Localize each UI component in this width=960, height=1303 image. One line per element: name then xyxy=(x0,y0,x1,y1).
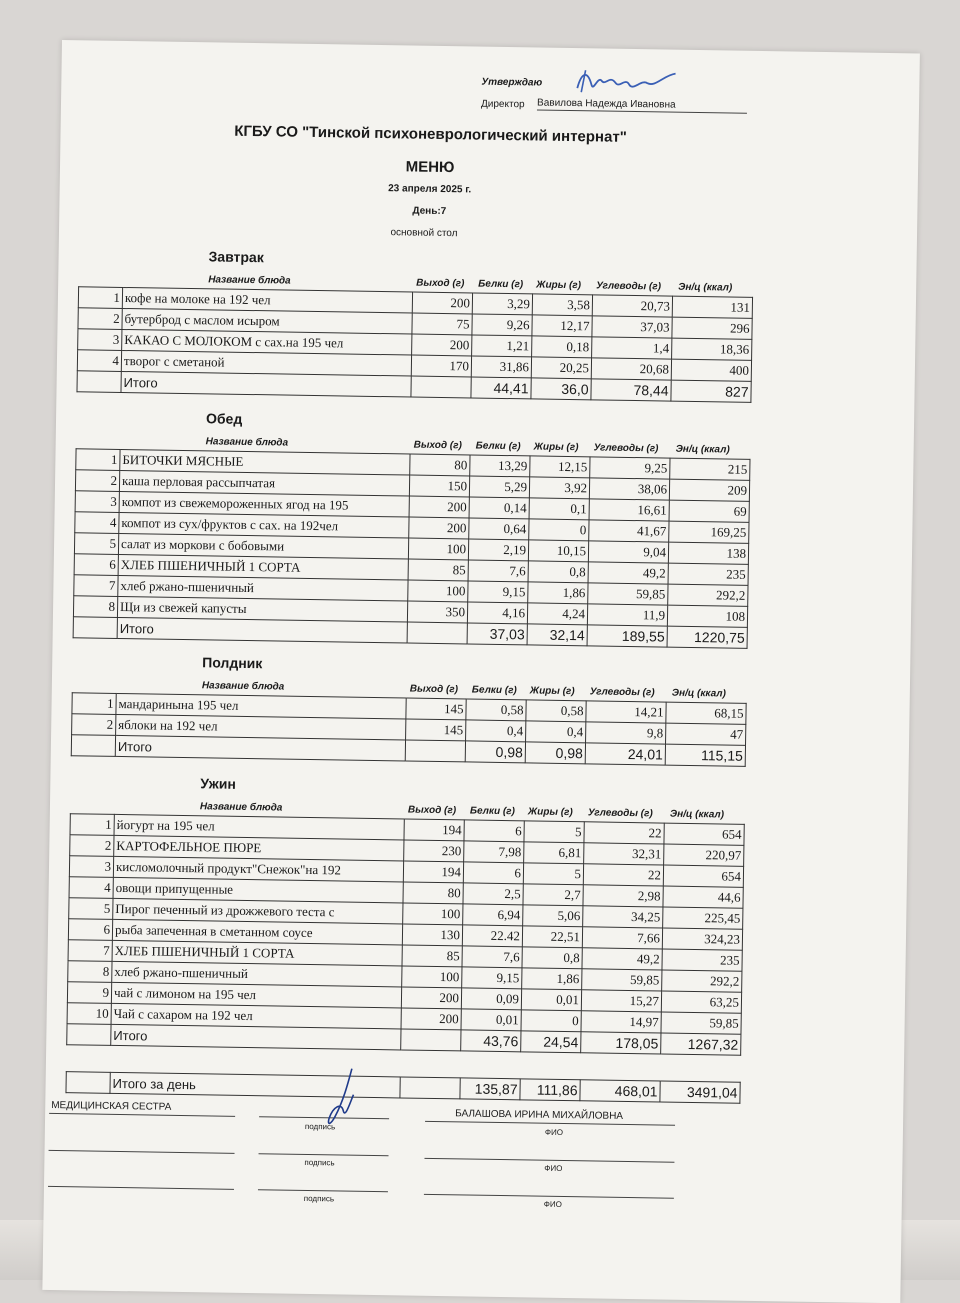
cell-fat: 5 xyxy=(524,821,584,843)
total-empty-cell xyxy=(71,735,115,757)
row-number: 4 xyxy=(75,512,119,534)
row-number: 5 xyxy=(74,533,118,555)
dish-name: каша перловая рассыпчатая xyxy=(119,470,409,496)
dish-name: компот из сух/фруктов с сах. на 192чел xyxy=(119,512,409,538)
total-empty-output xyxy=(407,622,467,644)
column-header-energy: Эн/ц (ккал) xyxy=(678,281,733,294)
row-number: 8 xyxy=(68,961,112,983)
cell-energy: 68,15 xyxy=(666,702,746,724)
column-header-output: Выход (г) xyxy=(416,277,465,290)
cell-fat: 5,06 xyxy=(523,905,583,927)
cell-carbs: 7,66 xyxy=(582,927,662,949)
cell-fat: 0,8 xyxy=(522,947,582,969)
dish-name: рыба запеченная в сметанном соусе xyxy=(112,919,402,945)
total-empty-output xyxy=(401,1029,461,1051)
cell-carbs: 2,98 xyxy=(583,885,663,907)
cell-protein: 4,16 xyxy=(467,602,527,624)
cell-fat: 1,86 xyxy=(528,582,588,604)
cell-energy: 131 xyxy=(672,296,752,318)
cell-fat: 10,15 xyxy=(528,540,588,562)
cell-output: 100 xyxy=(408,580,468,602)
director-signature xyxy=(571,64,682,102)
cell-output: 350 xyxy=(407,601,467,623)
cell-fat: 2,7 xyxy=(523,884,583,906)
approve-label: Утверждаю xyxy=(481,76,543,89)
cell-energy: 296 xyxy=(672,317,752,339)
cell-carbs: 38,06 xyxy=(589,478,669,500)
total-empty-output xyxy=(405,740,465,762)
cell-output: 230 xyxy=(404,840,464,862)
dish-name: Щи из свежей капусты xyxy=(117,596,407,622)
cell-carbs: 59,85 xyxy=(582,969,662,991)
menu-document xyxy=(42,40,920,1303)
cell-carbs: 34,25 xyxy=(583,906,663,928)
signature-caption: подпись xyxy=(304,1121,336,1132)
menu-table xyxy=(71,692,747,767)
dish-name: КАКАО С МОЛОКОМ с сах.на 195 чел xyxy=(122,329,412,355)
column-header-protein: Белки (г) xyxy=(478,278,524,291)
cell-fat: 12,15 xyxy=(530,456,590,478)
total-protein: 37,03 xyxy=(467,623,527,645)
name-line-2 xyxy=(424,1158,674,1163)
row-number: 2 xyxy=(70,835,114,857)
total-carbs: 178,05 xyxy=(581,1032,661,1054)
row-number: 9 xyxy=(67,982,111,1004)
cell-carbs: 14,21 xyxy=(586,701,666,723)
cell-protein: 6,94 xyxy=(463,904,523,926)
cell-fat: 6,81 xyxy=(524,842,584,864)
column-header-name: Название блюда xyxy=(205,436,289,449)
dish-name: кофе на молоке на 192 чел xyxy=(122,287,412,313)
cell-fat: 0 xyxy=(521,1010,581,1032)
cell-carbs: 1,4 xyxy=(592,337,672,359)
section-title: Ужин xyxy=(200,775,236,792)
cell-output: 200 xyxy=(401,987,461,1009)
row-number: 4 xyxy=(77,350,121,372)
cell-fat: 0,8 xyxy=(528,561,588,583)
dish-name: яблоки на 192 чел xyxy=(116,714,406,740)
cell-output: 200 xyxy=(412,334,472,356)
cell-protein: 6 xyxy=(463,862,523,884)
cell-carbs: 22 xyxy=(583,864,663,886)
cell-energy: 654 xyxy=(663,865,743,887)
cell-output: 100 xyxy=(402,966,462,988)
role-line-2 xyxy=(49,1150,235,1154)
cell-energy: 209 xyxy=(669,479,749,501)
column-header-name: Название блюда xyxy=(199,801,283,814)
column-header-name: Название блюда xyxy=(208,274,291,287)
total-protein: 0,98 xyxy=(465,741,525,763)
role-line-3 xyxy=(48,1186,234,1190)
cell-carbs: 9,25 xyxy=(590,457,670,479)
section-title: Обед xyxy=(205,410,243,427)
column-header-carbs: Углеводы (г) xyxy=(587,807,653,820)
cell-carbs: 20,68 xyxy=(591,358,671,380)
signature-line-2 xyxy=(259,1153,389,1156)
total-label: Итого xyxy=(111,1024,401,1050)
day-total-fat: 111,86 xyxy=(520,1079,580,1101)
cell-energy: 400 xyxy=(671,359,751,381)
name-line-1 xyxy=(425,1121,675,1126)
column-header-fat: Жиры (г) xyxy=(533,441,579,454)
cell-fat: 3,58 xyxy=(532,294,592,316)
total-label: Итого xyxy=(117,617,407,643)
day-total-row xyxy=(66,1072,740,1104)
cell-output: 200 xyxy=(409,517,469,539)
director-name: Вавилова Надежда Ивановна xyxy=(537,97,747,113)
cell-protein: 2,5 xyxy=(463,883,523,905)
row-number: 6 xyxy=(68,919,112,941)
total-energy: 1267,32 xyxy=(661,1033,741,1055)
cell-fat: 0,01 xyxy=(521,989,581,1011)
dish-name: бутерброд с маслом исыром xyxy=(122,308,412,334)
column-header-protein: Белки (г) xyxy=(471,684,517,697)
total-fat: 32,14 xyxy=(527,624,587,646)
row-number: 5 xyxy=(69,898,113,920)
cell-output: 200 xyxy=(409,496,469,518)
cell-carbs: 49,2 xyxy=(588,562,668,584)
cell-protein: 7,6 xyxy=(462,946,522,968)
cell-protein: 7,6 xyxy=(468,560,528,582)
organization-name: КГБУ СО "Тинской психоневрологический интернат" xyxy=(234,122,628,146)
cell-protein: 9,26 xyxy=(472,314,532,336)
total-empty-output xyxy=(411,376,471,398)
cell-protein: 0,4 xyxy=(466,720,526,742)
row-number: 7 xyxy=(68,940,112,962)
page-title: МЕНЮ xyxy=(405,158,455,177)
day-total-empty-output xyxy=(400,1077,460,1099)
cell-energy: 69 xyxy=(669,500,749,522)
cell-output: 145 xyxy=(406,698,466,720)
row-number: 1 xyxy=(70,814,114,836)
day-total-table xyxy=(65,1071,740,1104)
cell-energy: 292,2 xyxy=(662,970,742,992)
column-header-fat: Жиры (г) xyxy=(536,279,582,292)
cell-fat: 0,4 xyxy=(526,721,586,743)
column-header-output: Выход (г) xyxy=(407,804,457,817)
cell-energy: 47 xyxy=(666,723,746,745)
cell-carbs: 16,61 xyxy=(589,499,669,521)
total-fat: 24,54 xyxy=(521,1031,581,1053)
total-energy: 827 xyxy=(671,380,751,402)
day-total-empty-cell xyxy=(66,1072,110,1094)
dish-name: ХЛЕБ ПШЕНИЧНЫЙ 1 СОРТА xyxy=(118,554,408,580)
cell-carbs: 32,31 xyxy=(584,843,664,865)
cell-energy: 292,2 xyxy=(668,584,748,606)
column-header-output: Выход (г) xyxy=(413,439,462,452)
cell-output: 85 xyxy=(402,945,462,967)
cell-energy: 63,25 xyxy=(661,991,741,1013)
row-number: 3 xyxy=(78,329,122,351)
menu-date: 23 апреля 2025 г. xyxy=(388,183,472,196)
cell-carbs: 59,85 xyxy=(588,583,668,605)
signature-caption: подпись xyxy=(303,1193,335,1204)
dish-name: кисломолочный продукт"Снежок"на 192 xyxy=(113,856,403,882)
dish-name: БИТОЧКИ МЯСНЫЕ xyxy=(120,449,410,475)
dish-name: мандаринына 195 чел xyxy=(116,693,406,719)
cell-carbs: 49,2 xyxy=(582,948,662,970)
dish-name: ХЛЕБ ПШЕНИЧНЫЙ 1 СОРТА xyxy=(112,940,402,966)
column-header-carbs: Углеводы (г) xyxy=(596,280,662,293)
total-empty-cell xyxy=(77,371,121,393)
cell-protein: 31,86 xyxy=(471,356,531,378)
cell-energy: 225,45 xyxy=(663,907,743,929)
column-header-energy: Эн/ц (ккал) xyxy=(671,687,726,700)
cell-energy: 44,6 xyxy=(663,886,743,908)
cell-output: 100 xyxy=(403,903,463,925)
dish-name: овощи припущенные xyxy=(113,877,403,903)
row-number: 1 xyxy=(78,287,122,309)
column-header-protein: Белки (г) xyxy=(469,805,515,818)
dish-name: КАРТОФЕЛЬНОЕ ПЮРЕ xyxy=(114,835,404,861)
cell-carbs: 9,8 xyxy=(586,722,666,744)
dish-name: хлеб ржано-пшеничный xyxy=(112,961,402,987)
menu-day: День:7 xyxy=(412,205,447,218)
nurse-label-line xyxy=(49,1113,235,1117)
row-number: 3 xyxy=(69,856,113,878)
total-label: Итого xyxy=(115,735,405,761)
dish-name: Чай с сахаром на 192 чел xyxy=(111,1003,401,1029)
cell-output: 194 xyxy=(404,819,464,841)
cell-output: 170 xyxy=(411,355,471,377)
cell-protein: 6 xyxy=(464,820,524,842)
cell-energy: 215 xyxy=(670,458,750,480)
column-header-energy: Эн/ц (ккал) xyxy=(669,808,725,821)
cell-protein: 7,98 xyxy=(464,841,524,863)
cell-carbs: 20,73 xyxy=(592,295,672,317)
total-fat: 36,0 xyxy=(531,378,591,400)
cell-fat: 20,25 xyxy=(531,357,591,379)
cell-protein: 1,21 xyxy=(472,335,532,357)
day-total-carbs: 468,01 xyxy=(580,1080,660,1102)
column-header-protein: Белки (г) xyxy=(475,440,521,453)
nurse-name: БАЛАШОВА ИРИНА МИХАЙЛОВНА xyxy=(455,1108,624,1122)
nurse-label: МЕДИЦИНСКАЯ СЕСТРА xyxy=(51,1099,172,1113)
total-fat: 0,98 xyxy=(525,742,585,764)
dish-name: хлеб ржано-пшеничный xyxy=(118,575,408,601)
row-number: 7 xyxy=(74,575,118,597)
cell-protein: 3,29 xyxy=(472,293,532,315)
cell-protein: 0,09 xyxy=(461,988,521,1010)
dish-name: творог с сметаной xyxy=(121,350,411,376)
row-number: 1 xyxy=(72,693,116,715)
cell-energy: 18,36 xyxy=(672,338,752,360)
cell-fat: 5 xyxy=(523,863,583,885)
cell-protein: 5,29 xyxy=(469,476,529,498)
cell-protein: 9,15 xyxy=(462,967,522,989)
cell-output: 200 xyxy=(412,292,472,314)
row-number: 1 xyxy=(76,449,120,471)
total-energy: 1220,75 xyxy=(667,626,747,648)
column-header-fat: Жиры (г) xyxy=(527,806,573,819)
cell-carbs: 14,97 xyxy=(581,1011,661,1033)
cell-fat: 0,18 xyxy=(532,336,592,358)
cell-energy: 169,25 xyxy=(669,521,749,543)
column-header-carbs: Углеводы (г) xyxy=(593,442,659,455)
cell-energy: 108 xyxy=(667,605,747,627)
total-empty-cell xyxy=(67,1024,111,1046)
column-header-output: Выход (г) xyxy=(409,683,459,696)
cell-energy: 138 xyxy=(668,542,748,564)
cell-energy: 59,85 xyxy=(661,1012,741,1034)
total-carbs: 24,01 xyxy=(585,743,665,765)
section-title: Полдник xyxy=(202,654,263,672)
cell-energy: 235 xyxy=(668,563,748,585)
cell-fat: 0 xyxy=(529,519,589,541)
row-number: 8 xyxy=(73,596,117,618)
cell-output: 85 xyxy=(408,559,468,581)
row-number: 2 xyxy=(75,470,119,492)
name-line-3 xyxy=(424,1194,674,1199)
dish-name: компот из свежемороженных ягод на 195 xyxy=(119,491,409,517)
row-number: 2 xyxy=(72,714,116,736)
cell-protein: 22.42 xyxy=(462,925,522,947)
cell-output: 100 xyxy=(408,538,468,560)
total-carbs: 78,44 xyxy=(591,379,671,401)
cell-energy: 654 xyxy=(664,823,744,845)
cell-protein: 9,15 xyxy=(468,581,528,603)
day-total-protein: 135,87 xyxy=(460,1078,520,1100)
name-caption: ФИО xyxy=(544,1163,563,1173)
row-number: 10 xyxy=(67,1003,111,1025)
cell-protein: 0,01 xyxy=(461,1009,521,1031)
total-carbs: 189,55 xyxy=(587,625,667,647)
total-empty-cell xyxy=(73,617,117,639)
cell-protein: 13,29 xyxy=(470,455,530,477)
cell-fat: 3,92 xyxy=(529,477,589,499)
cell-output: 75 xyxy=(412,313,472,335)
column-header-energy: Эн/ц (ккал) xyxy=(675,443,730,456)
cell-output: 194 xyxy=(403,861,463,883)
dish-name: йогурт на 195 чел xyxy=(114,814,404,840)
cell-protein: 2,19 xyxy=(468,539,528,561)
column-header-carbs: Углеводы (г) xyxy=(589,686,655,699)
total-energy: 115,15 xyxy=(665,744,745,766)
cell-fat: 22,51 xyxy=(522,926,582,948)
dish-name: чай с лимоном на 195 чел xyxy=(111,982,401,1008)
cell-output: 130 xyxy=(402,924,462,946)
total-protein: 43,76 xyxy=(461,1030,521,1052)
row-number: 6 xyxy=(74,554,118,576)
cell-fat: 12,17 xyxy=(532,315,592,337)
row-number: 3 xyxy=(75,491,119,513)
cell-protein: 0,14 xyxy=(469,497,529,519)
dish-name: Пирог печенный из дрожжевого теста с xyxy=(113,898,403,924)
total-label: Итого xyxy=(121,371,411,397)
row-number: 4 xyxy=(69,877,113,899)
cell-fat: 0,58 xyxy=(526,700,586,722)
day-total-energy: 3491,04 xyxy=(660,1081,740,1103)
cell-energy: 220,97 xyxy=(664,844,744,866)
cell-carbs: 41,67 xyxy=(589,520,669,542)
name-caption: ФИО xyxy=(544,1127,564,1138)
section-title: Завтрак xyxy=(208,248,264,266)
cell-protein: 0,64 xyxy=(469,518,529,540)
menu-table xyxy=(73,448,751,649)
column-header-name: Название блюда xyxy=(201,680,285,693)
cell-carbs: 11,9 xyxy=(587,604,667,626)
cell-output: 150 xyxy=(409,475,469,497)
director-label: Директор xyxy=(480,98,525,111)
row-number: 2 xyxy=(78,308,122,330)
total-protein: 44,41 xyxy=(471,377,531,399)
cell-fat: 4,24 xyxy=(527,603,587,625)
cell-energy: 235 xyxy=(662,949,742,971)
cell-carbs: 15,27 xyxy=(581,990,661,1012)
name-caption: ФИО xyxy=(543,1199,562,1209)
day-total-label: Итого за день xyxy=(110,1072,400,1098)
cell-carbs: 9,04 xyxy=(588,541,668,563)
cell-protein: 0,58 xyxy=(466,699,526,721)
cell-output: 200 xyxy=(401,1008,461,1030)
cell-fat: 1,86 xyxy=(522,968,582,990)
cell-carbs: 37,03 xyxy=(592,316,672,338)
signature-line-3 xyxy=(258,1189,388,1192)
cell-carbs: 22 xyxy=(584,822,664,844)
cell-energy: 324,23 xyxy=(662,928,742,950)
menu-table xyxy=(66,813,745,1056)
cell-output: 145 xyxy=(406,719,466,741)
table-kind: основной стол xyxy=(390,227,458,240)
dish-name: салат из моркови с бобовыми xyxy=(118,533,408,559)
signature-caption: подпись xyxy=(304,1157,335,1168)
column-header-fat: Жиры (г) xyxy=(529,685,575,698)
menu-table xyxy=(76,286,753,403)
cell-output: 80 xyxy=(403,882,463,904)
cell-fat: 0,1 xyxy=(529,498,589,520)
cell-output: 80 xyxy=(410,454,470,476)
